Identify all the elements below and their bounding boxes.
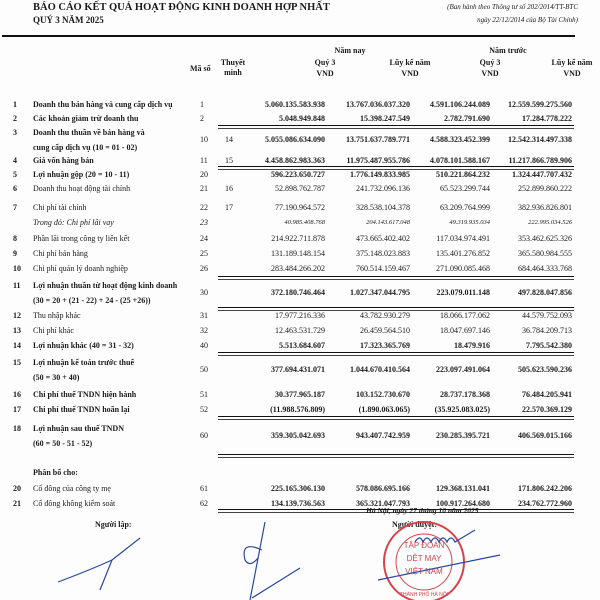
- row-number: 10: [13, 264, 21, 273]
- row-label: Lợi nhuận thuần từ hoạt động kinh doanh: [33, 281, 178, 290]
- row-number: 3: [13, 128, 17, 137]
- row-value: 4.078.101.588.167: [430, 156, 490, 165]
- row-value: 375.148.023.883: [356, 249, 410, 258]
- row-number: 8: [13, 234, 17, 243]
- stamp-text-2: DỆT MAY: [406, 554, 442, 563]
- row-value: 5.513.684.607: [279, 341, 325, 350]
- col-unit: VND: [481, 69, 499, 78]
- stamp-text-1: TẬP ĐOÀN: [403, 541, 445, 550]
- row-value: 223.097.491.064: [436, 365, 490, 374]
- row-value: 103.152.730.670: [356, 390, 410, 399]
- row-label: Các khoản giảm trừ doanh thu: [33, 114, 139, 123]
- regulation-note: (Ban hành theo Thông tư số 202/2014/TT-BTC: [447, 3, 578, 11]
- row-value: (11.988.576.809): [270, 405, 325, 414]
- sign-date: Hà Nội, ngày 27 tháng 10 năm 2025: [366, 506, 479, 515]
- row-code: 2: [200, 114, 204, 123]
- row-value: 1.776.149.833.985: [350, 170, 410, 179]
- col-group-last-year: Năm trước: [489, 46, 527, 55]
- row-value: 18.479.916: [454, 341, 490, 350]
- row-label: Chi phí bán hàng: [33, 249, 88, 258]
- row-note: 15: [225, 156, 233, 165]
- row-value: 230.285.395.721: [436, 431, 490, 440]
- row-label: Doanh thu thuần về bán hàng và: [33, 128, 145, 137]
- row-value: 760.514.159.467: [356, 264, 410, 273]
- row-value: 234.762.772.960: [518, 499, 572, 508]
- row-label-formula: (60 = 50 - 51 - 52): [33, 439, 93, 448]
- row-value: 7.795.542.380: [526, 341, 572, 350]
- row-value: 15.398.247.549: [360, 114, 410, 123]
- row-value: (1.890.063.065): [358, 405, 410, 414]
- row-value: 11.975.487.955.786: [346, 156, 410, 165]
- row-value: 77.190.964.572: [275, 203, 325, 212]
- row-number: 4: [13, 156, 17, 165]
- row-value: 134.139.736.563: [271, 499, 325, 508]
- row-value: 353.462.625.326: [518, 234, 572, 243]
- col-code: Mã số: [190, 64, 211, 73]
- row-value: 241.732.096.136: [356, 184, 410, 193]
- row-value: 12.559.599.275.560: [508, 100, 572, 109]
- row-value: 43.782.930.279: [360, 311, 410, 320]
- row-value: (35.925.083.025): [434, 405, 490, 414]
- row-code: 32: [200, 326, 208, 335]
- row-value: 943.407.742.959: [356, 431, 410, 440]
- total-underline: [218, 454, 574, 458]
- row-label-formula: cung cấp dịch vụ (10 = 01 - 02): [33, 143, 138, 152]
- row-value: 13.767.036.037.320: [346, 100, 410, 109]
- row-number: 20: [13, 484, 21, 493]
- row-value: 1.324.447.707.432: [512, 170, 572, 179]
- row-label: Lợi nhuận khác (40 = 31 - 32): [33, 341, 134, 350]
- row-label: Thu nhập khác: [33, 311, 81, 320]
- row-label: Lợi nhuận kế toán trước thuế: [33, 358, 135, 367]
- row-label: Phần lãi trong công ty liên kết: [33, 234, 130, 243]
- row-value: 171.806.242.206: [518, 484, 572, 493]
- row-code: 51: [200, 390, 208, 399]
- row-label-formula: (30 = 20 + (21 - 22) + 24 - (25 +26)): [33, 296, 151, 305]
- row-value: 596.223.650.727: [271, 170, 325, 179]
- row-number: 9: [13, 249, 17, 258]
- row-value: 271.090.085.468: [436, 264, 490, 273]
- col-header-q3: Quý 3: [479, 58, 501, 67]
- row-code: 24: [200, 234, 208, 243]
- row-code: 11: [200, 156, 208, 165]
- report-period: QUÝ 3 NĂM 2025: [33, 15, 104, 25]
- row-note: 14: [225, 135, 233, 144]
- row-label: Chi phí quản lý doanh nghiệp: [33, 264, 128, 273]
- col-header-ytd: Lũy kế năm: [389, 58, 431, 67]
- row-number: 5: [13, 170, 17, 179]
- row-value: 214.922.711.878: [271, 234, 325, 243]
- row-value: 18.066.177.062: [440, 311, 490, 320]
- col-unit: VND: [563, 69, 581, 78]
- row-value: 505.623.590.236: [518, 365, 572, 374]
- row-code: 61: [200, 484, 208, 493]
- row-value: 578.086.695.166: [356, 484, 410, 493]
- row-value: 328.538.104.378: [356, 203, 410, 212]
- row-value: 365.321.047.793: [356, 499, 410, 508]
- row-value: 17.977.216.336: [275, 311, 325, 320]
- total-underline: [218, 352, 574, 356]
- row-code: 26: [200, 264, 208, 273]
- middle-signature: [244, 522, 300, 600]
- col-group-this-year: Năm nay: [334, 46, 366, 55]
- preparer-label: Người lập:: [95, 520, 132, 529]
- row-value: 44.579.752.093: [522, 311, 572, 320]
- row-value: 117.034.974.491: [436, 234, 490, 243]
- row-value: 684.464.333.768: [518, 264, 572, 273]
- row-code: 30: [200, 288, 208, 297]
- total-underline: [218, 125, 574, 129]
- total-underline: [218, 276, 574, 280]
- row-value: 377.694.431.071: [271, 365, 325, 374]
- row-value: 22.570.369.129: [522, 405, 572, 414]
- row-label-formula: (50 = 30 + 40): [33, 373, 80, 382]
- row-value: 129.368.131.041: [436, 484, 490, 493]
- row-value: 222.995.034.526: [528, 219, 572, 226]
- row-number: 1: [13, 100, 17, 109]
- row-note: 17: [225, 203, 233, 212]
- row-number: 18: [13, 424, 21, 433]
- row-value: 4.458.862.983.363: [265, 156, 325, 165]
- row-value: 30.377.965.187: [275, 390, 325, 399]
- row-code: 31: [200, 311, 208, 320]
- col-note: Thuyết minh: [220, 58, 246, 77]
- row-value: 5.048.949.848: [279, 114, 325, 123]
- header-divider: [2, 35, 575, 37]
- row-value: 49.319.935.034: [449, 219, 490, 226]
- row-value: 28.737.178.368: [440, 390, 490, 399]
- signatures-and-stamp: [0, 510, 600, 600]
- row-value: 365.580.984.555: [518, 249, 572, 258]
- row-value: 100.917.264.680: [436, 499, 490, 508]
- row-code: 40: [200, 341, 208, 350]
- row-value: 223.079.011.148: [436, 288, 490, 297]
- stamp-text-4: THÀNH PHỐ HÀ NỘI: [399, 592, 449, 598]
- row-value: 252.899.860.222: [518, 184, 572, 193]
- col-header-q3: Quý 3: [314, 58, 336, 67]
- row-number: 14: [13, 341, 21, 350]
- row-label: Lợi nhuận gộp (20 = 10 - 11): [33, 170, 130, 179]
- row-number: 15: [13, 358, 21, 367]
- row-code: 62: [200, 499, 208, 508]
- row-label: Giá vốn hàng bán: [33, 156, 94, 165]
- row-value: 135.401.276.852: [436, 249, 490, 258]
- row-value: 406.569.015.166: [518, 431, 572, 440]
- row-value: 18.047.697.146: [440, 326, 490, 335]
- approver-label: Người duyệt:: [392, 520, 438, 529]
- row-value: 17.323.365.769: [360, 341, 410, 350]
- row-value: 17.284.778.222: [522, 114, 572, 123]
- company-stamp: [384, 522, 464, 600]
- row-number: 2: [13, 114, 17, 123]
- row-label: Chi phí khác: [33, 326, 74, 335]
- report-title: BÁO CÁO KẾT QUẢ HOẠT ĐỘNG KINH DOANH HỢP NHẤT: [33, 2, 330, 13]
- row-value: 12.463.531.729: [275, 326, 325, 335]
- row-label: Chi phí tài chính: [33, 203, 87, 212]
- row-value: 13.751.637.789.771: [346, 135, 410, 144]
- row-code: 22: [200, 203, 208, 212]
- row-value: 76.484.205.941: [522, 390, 572, 399]
- row-code: 21: [200, 184, 208, 193]
- row-value: 40.985.408.768: [284, 219, 325, 226]
- row-label: Chi phí thuế TNDN hiện hành: [33, 390, 137, 399]
- row-code: 23: [200, 218, 208, 227]
- row-value: 131.189.148.154: [271, 249, 325, 258]
- row-label: Doanh thu bán hàng và cung cấp dịch vụ: [33, 100, 173, 109]
- row-number: 12: [13, 311, 21, 320]
- row-value: 4.591.106.244.089: [430, 100, 490, 109]
- row-value: 225.165.306.130: [271, 484, 325, 493]
- row-label: Cổ đông không kiểm soát: [33, 499, 116, 508]
- row-value: 497.828.047.856: [518, 288, 572, 297]
- row-value: 12.542.314.497.338: [508, 135, 572, 144]
- row-value: 510.221.864.232: [436, 170, 490, 179]
- row-value: 52.898.762.787: [275, 184, 325, 193]
- row-code: 52: [200, 405, 208, 414]
- row-value: 5.055.086.634.090: [265, 135, 325, 144]
- total-underline: [218, 307, 574, 311]
- row-value: 36.784.209.713: [522, 326, 572, 335]
- row-value: 382.936.826.801: [518, 203, 572, 212]
- row-code: 1: [200, 100, 204, 109]
- row-code: 20: [200, 170, 208, 179]
- row-number: 6: [13, 184, 17, 193]
- row-value: 359.305.042.693: [271, 431, 325, 440]
- total-underline: [218, 166, 574, 170]
- stamp-text-3: VIỆT NAM: [405, 567, 443, 576]
- row-value: 473.665.402.402: [356, 234, 410, 243]
- col-unit: VND: [316, 69, 334, 78]
- col-header-ytd: Lũy kế năm: [551, 58, 593, 67]
- row-code: 60: [200, 431, 208, 440]
- row-label: Doanh thu hoạt động tài chính: [33, 184, 131, 193]
- row-value: 11.217.866.789.906: [508, 156, 572, 165]
- preparer-signature: [58, 538, 140, 590]
- row-value: 26.459.564.510: [360, 326, 410, 335]
- row-value: 2.782.791.690: [444, 114, 490, 123]
- total-underline: [218, 416, 574, 420]
- row-number: 13: [13, 326, 21, 335]
- row-value: 204.143.617.048: [366, 219, 410, 226]
- row-value: 372.180.746.464: [271, 288, 325, 297]
- row-label: Lợi nhuận sau thuế TNDN: [33, 424, 124, 433]
- row-label: Phân bổ cho:: [33, 468, 78, 477]
- row-code: 10: [200, 135, 208, 144]
- row-label: Cổ đông của công ty mẹ: [33, 484, 111, 493]
- regulation-note-date: ngày 22/12/2014 của Bộ Tài Chính): [477, 16, 578, 24]
- row-number: 17: [13, 405, 21, 414]
- row-value: 5.060.135.583.938: [265, 100, 325, 109]
- row-value: 65.523.299.744: [440, 184, 490, 193]
- row-code: 25: [200, 249, 208, 258]
- row-value: 63.209.764.999: [440, 203, 490, 212]
- row-label: Trong đó: Chi phí lãi vay: [33, 218, 114, 227]
- row-number: 21: [13, 499, 21, 508]
- row-value: 1.044.670.410.564: [350, 365, 410, 374]
- row-note: 16: [225, 184, 233, 193]
- row-number: 11: [13, 281, 21, 290]
- row-value: 4.588.323.452.399: [430, 135, 490, 144]
- row-value: 283.484.266.202: [271, 264, 325, 273]
- row-label: Chi phí thuế TNDN hoãn lại: [33, 405, 130, 414]
- row-number: 7: [13, 203, 17, 212]
- row-number: 16: [13, 390, 21, 399]
- row-value: 1.027.347.044.795: [350, 288, 410, 297]
- col-unit: VND: [401, 69, 419, 78]
- row-code: 50: [200, 365, 208, 374]
